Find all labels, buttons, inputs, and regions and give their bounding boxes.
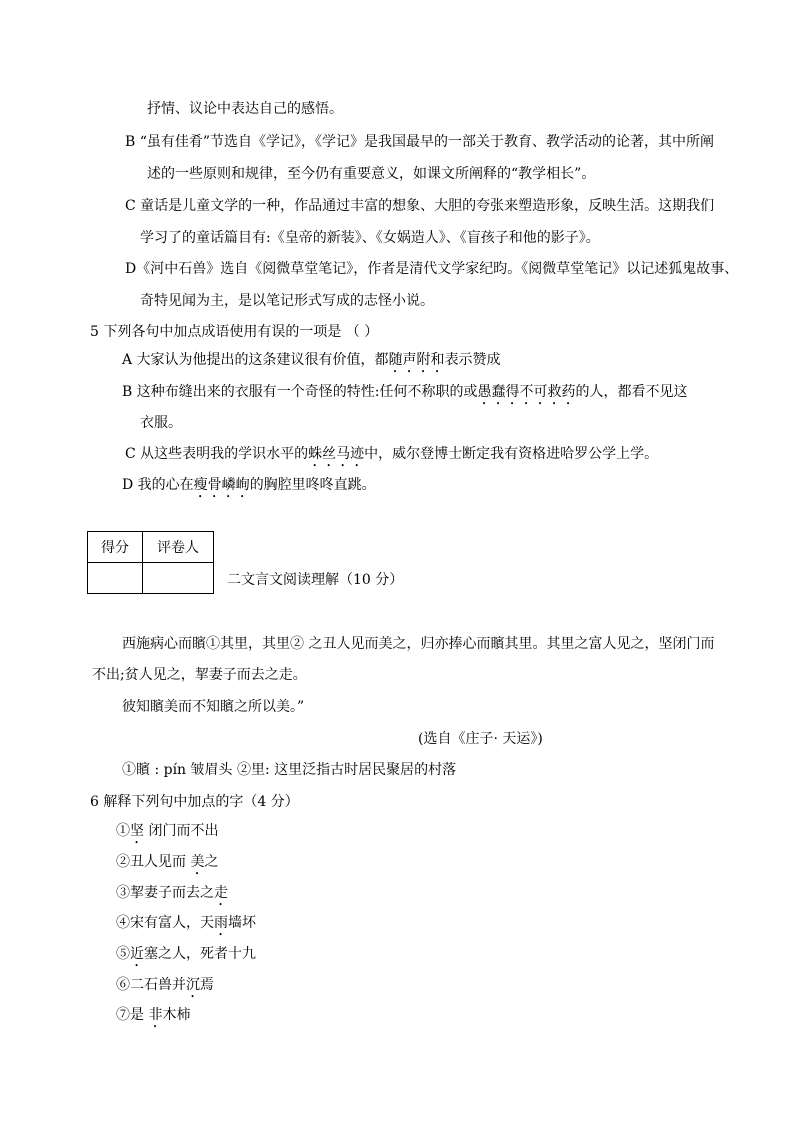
q5-a-post: 表示赞成 — [444, 352, 501, 368]
q6-item-num: ① — [116, 823, 130, 839]
passage-notes: ①矉 : pín 皱眉头 ②里: 这里泛指古时居民聚居的村落 — [122, 762, 457, 778]
q6-item-num: ② — [116, 854, 130, 870]
q6-item-dot: 近 — [130, 946, 144, 962]
q6-item — [116, 852, 218, 878]
q6-item-num: ⑦ — [116, 1007, 130, 1023]
q6-item-pre: 是 — [130, 1007, 149, 1023]
q5-option-c — [125, 444, 658, 470]
q6-item-rest: 木柿 — [162, 1007, 191, 1023]
q6-item-dot: 雨 — [214, 915, 228, 931]
q5-b-pre: B 这种布缝出来的衣服有一个奇怪的特性:任何不称职的或 — [122, 384, 478, 400]
q5-a-idiom: 随声附和 — [388, 352, 445, 368]
q6-item-pre: 丑人见而 — [130, 854, 191, 870]
q5-b-idiom: 愚蠢得不可救药 — [477, 384, 576, 400]
q6-item-dot: 非 — [148, 1007, 163, 1023]
q6-item — [116, 821, 218, 847]
q6-item — [116, 1005, 190, 1031]
q6-item-num: ⑤ — [116, 946, 130, 962]
q5-d-pre: D 我的心在 — [122, 477, 194, 493]
passage-line2: 不出;贫人见之，挈妻子而去之走。 — [92, 667, 307, 683]
q6-item — [116, 944, 256, 970]
q6-item-num: ④ — [116, 915, 130, 931]
q6-item-rest: 焉 — [200, 977, 214, 993]
q6-item-pre: 二石兽并 — [130, 977, 186, 993]
q5-option-d — [122, 475, 376, 501]
q5-c-pre: C 从这些表明我的学识水平的 — [125, 446, 309, 462]
q6-item-pre: 挈妻子而去之 — [130, 885, 214, 901]
passage-line3: 彼知矉美而不知矉之所以美。” — [122, 699, 305, 715]
score-cell[interactable] — [88, 563, 143, 594]
q6-item-pre: 宋有富人，天 — [130, 915, 214, 931]
q4-option-b-line2: 述的一些原则和规律，至今仍有重要意义，如课文所阐释的“教学相长”。 — [147, 166, 596, 182]
q6-item-dot: 美 — [190, 854, 205, 870]
q5-option-b-line1 — [122, 382, 687, 408]
score-header: 得分 — [88, 532, 143, 563]
grader-header: 评卷人 — [143, 532, 214, 563]
q4-option-a-continuation: 抒情、议论中表达自己的感悟。 — [147, 101, 343, 117]
q6-item-dot: 沉 — [186, 977, 200, 993]
q5-option-b-line2: 衣服。 — [140, 415, 182, 431]
q5-b-post: 的人，都看不见这 — [575, 384, 688, 400]
q6-item-rest: 塞之人，死者十九 — [144, 946, 256, 962]
q5-stem: 5 下列各句中加点成语使用有误的一项是 （ ） — [90, 324, 379, 340]
q6-stem: 6 解释下列句中加点的字（4 分） — [90, 794, 299, 810]
q5-c-post: 中，威尔登博士断定我有资格进哈罗公学上学。 — [364, 446, 659, 462]
q5-option-a — [122, 350, 501, 376]
q6-item — [116, 913, 256, 939]
q5-a-pre: A 大家认为他提出的这条建议很有价值，都 — [122, 352, 389, 368]
q4-option-c-line1: C 童话是儿童文学的一种，作品通过丰富的想象、大胆的夸张来塑造形象，反映生活。这期我们 — [125, 198, 715, 214]
q6-item-num: ③ — [116, 885, 130, 901]
q5-c-idiom: 蛛丝马迹 — [308, 446, 365, 462]
q6-item-rest: 之 — [204, 854, 219, 870]
q6-item-dot: 坚 — [130, 823, 144, 839]
q5-d-post: 的胸腔里咚咚直跳。 — [249, 477, 376, 493]
q5-d-idiom: 瘦骨嶙峋 — [193, 477, 250, 493]
q6-item-rest: 墙坏 — [228, 915, 256, 931]
q6-item-dot: 走 — [214, 885, 228, 901]
q4-option-c-line2: 学习了的童话篇目有:《皇帝的新装》、《女娲造人》、《盲孩子和他的影子》。 — [140, 230, 600, 246]
q4-option-b-line1: B “虽有佳肴”节选自《学记》，《学记》是我国最早的一部关于教育、教学活动的论著，其中所阐 — [125, 134, 715, 150]
passage-line1: 西施病心而矉①其里，其里② 之丑人见而美之，归亦捧心而矉其里。其里之富人见之，坚闭门而 — [122, 636, 715, 652]
grader-cell[interactable] — [143, 563, 214, 594]
q6-item — [116, 883, 228, 909]
score-table — [87, 531, 214, 594]
q4-option-d-line1: D《河中石兽》选自《阅微草堂笔记》，作者是清代文学家纪昀。《阅微草堂笔记》以记述狐鬼故事、 — [125, 261, 739, 277]
q4-option-d-line2: 奇特见闻为主，是以笔记形式写成的志怪小说。 — [140, 293, 434, 309]
q6-item — [116, 975, 214, 1001]
q6-item-rest: 闭门而不出 — [144, 823, 219, 839]
section2-heading: 二文言文阅读理解（10 分） — [227, 572, 404, 588]
q6-item-num: ⑥ — [116, 977, 130, 993]
passage-source: (选自《庄子· 天运》) — [418, 731, 543, 747]
